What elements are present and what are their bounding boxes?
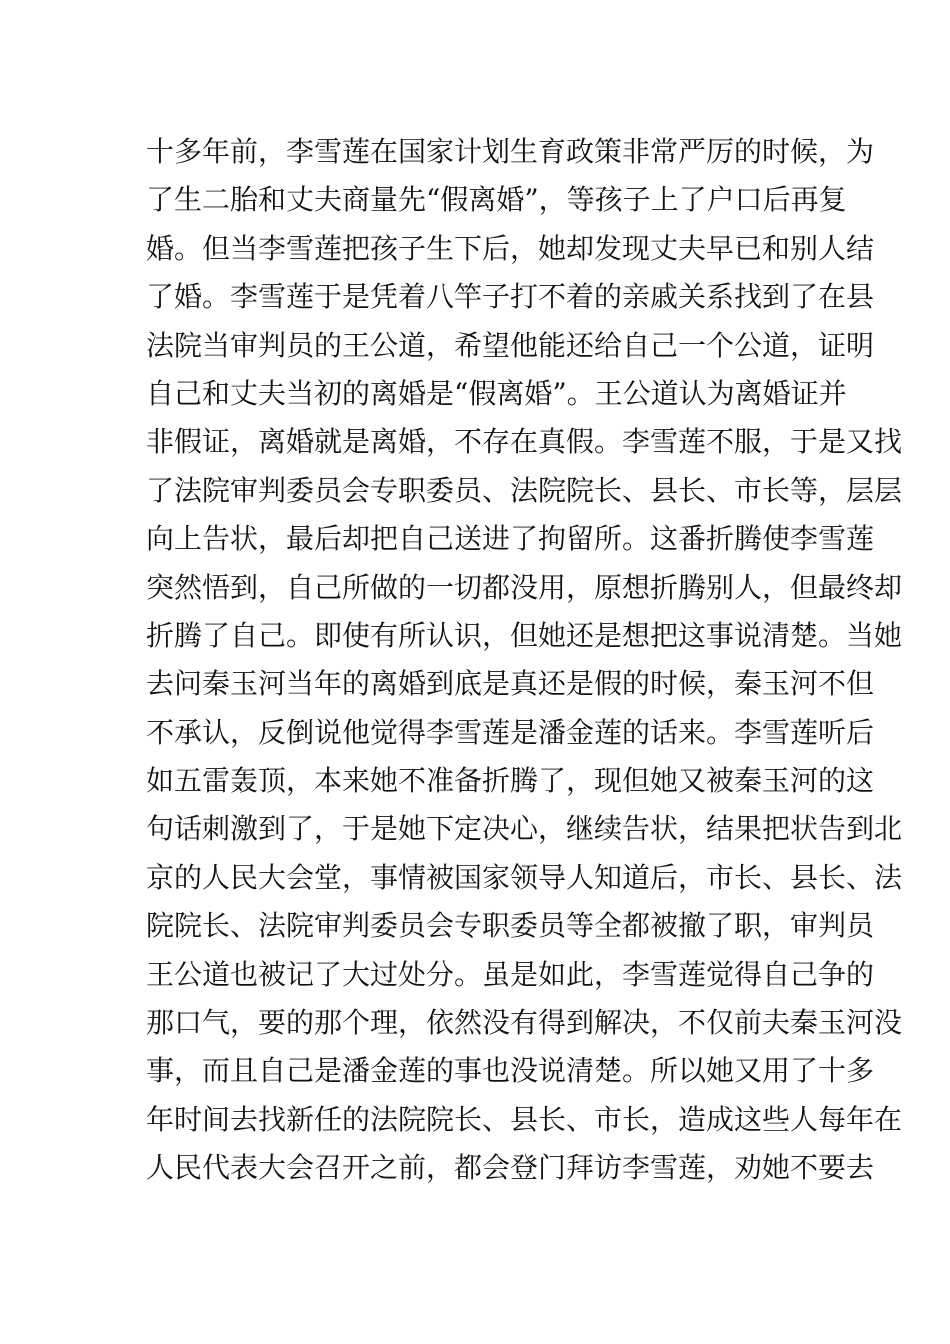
text-line: 了婚。李雪莲于是凭着八竿子打不着的亲戚关系找到了在县 (146, 280, 875, 314)
text-line: 非假证，离婚就是离婚，不存在真假。李雪莲不服，于是又找 (146, 425, 903, 459)
text-line: 了生二胎和丈夫商量先“假离婚”，等孩子上了户口后再复 (146, 183, 847, 217)
text-line: 去问秦玉河当年的离婚到底是真还是假的时候，秦玉河不但 (146, 667, 875, 701)
text-line: 如五雷轰顶，本来她不准备折腾了，现但她又被秦玉河的这 (146, 764, 875, 798)
text-line: 了法院审判委员会专职委员、法院院长、县长、市长等，层层 (146, 473, 903, 507)
text-line: 自己和丈夫当初的离婚是“假离婚”。王公道认为离婚证并 (146, 376, 847, 410)
text-line: 不承认，反倒说他觉得李雪莲是潘金莲的话来。李雪莲听后 (146, 715, 875, 749)
text-line: 人民代表大会召开之前，都会登门拜访李雪莲，劝她不要去 (146, 1151, 875, 1185)
text-line: 那口气，要的那个理，依然没有得到解决，不仅前夫秦玉河没 (146, 1006, 903, 1040)
text-line: 向上告状，最后却把自己送进了拘留所。这番折腾使李雪莲 (146, 522, 875, 556)
text-line: 婚。但当李雪莲把孩子生下后，她却发现丈夫早已和别人结 (146, 231, 875, 265)
text-line: 事，而且自己是潘金莲的事也没说清楚。所以她又用了十多 (146, 1054, 875, 1088)
body-paragraph (146, 128, 903, 1193)
text-line: 年时间去找新任的法院院长、县长、市长，造成这些人每年在 (146, 1102, 903, 1136)
text-line: 十多年前，李雪莲在国家计划生育政策非常严厉的时候，为 (146, 135, 875, 168)
text-line: 折腾了自己。即使有所认识，但她还是想把这事说清楚。当她 (146, 618, 903, 652)
text-line: 突然悟到，自己所做的一切都没用，原想折腾别人，但最终却 (146, 570, 903, 604)
text-line: 句话刺激到了，于是她下定决心，继续告状，结果把状告到北 (146, 812, 903, 846)
text-line: 院院长、法院审判委员会专职委员等全都被撤了职，审判员 (146, 909, 875, 943)
text-line: 法院当审判员的王公道，希望他能还给自己一个公道，证明 (146, 328, 875, 362)
text-line: 王公道也被记了大过处分。虽是如此，李雪莲觉得自己争的 (146, 957, 875, 991)
text-line: 京的人民大会堂，事情被国家领导人知道后，市长、县长、法 (146, 860, 903, 894)
